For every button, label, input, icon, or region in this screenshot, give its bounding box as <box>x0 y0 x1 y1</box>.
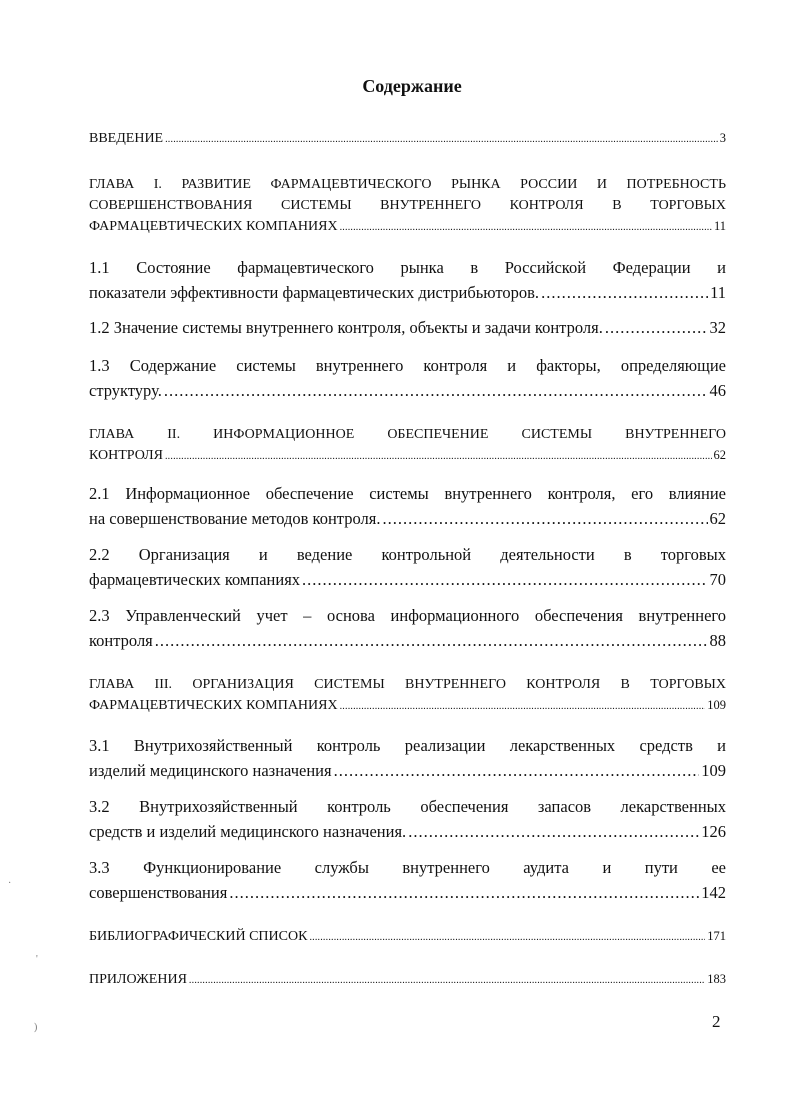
toc-entry-title: совершенствования <box>89 883 228 902</box>
toc-line: 1.3 Содержание системы внутреннего контроля и факторы, определяющие <box>89 356 726 375</box>
toc-page-number: 183 <box>707 972 726 986</box>
toc-entry-title: 1.2 Значение системы внутреннего контроля, объекты и задачи контроля. <box>89 318 603 337</box>
toc-line <box>89 315 726 340</box>
toc-entry-title: ВВЕДЕНИЕ <box>89 131 164 146</box>
toc-line <box>89 628 726 653</box>
toc-line: 2.3 Управленческий учет – основа информационного обеспечения внутреннего <box>89 606 726 625</box>
toc-entry-title: показатели эффективности фармацевтических дистрибьюторов. <box>89 283 540 302</box>
toc-line <box>89 926 726 948</box>
dot-leader <box>164 378 708 403</box>
toc-page-number: 32 <box>709 318 726 337</box>
toc-entry-title: БИБЛИОГРАФИЧЕСКИЙ СПИСОК <box>89 929 308 944</box>
toc-page-number: 109 <box>707 698 726 712</box>
toc-page-number: 62 <box>713 448 726 462</box>
dot-leader <box>541 280 708 305</box>
toc-entry-section-3-3[interactable] <box>89 855 726 905</box>
dot-leader <box>408 819 699 844</box>
toc-page-number: 11 <box>710 283 726 302</box>
dot-leader <box>605 315 708 340</box>
toc-entry-title: изделий медицинского назначения <box>89 761 332 780</box>
toc-line: 3.1 Внутрихозяйственный контроль реализации лекарственных средств и <box>89 736 726 755</box>
toc-page-number: 46 <box>709 381 726 400</box>
toc-entry-bibliography[interactable] <box>89 926 726 948</box>
toc-line: ГЛАВА II. ИНФОРМАЦИОННОЕ ОБЕСПЕЧЕНИЕ СИСТЕМЫ ВНУТРЕННЕГО <box>89 427 726 442</box>
dot-leader <box>165 128 718 150</box>
toc-line <box>89 280 726 305</box>
toc-entry-title: средств и изделий медицинского назначения. <box>89 822 407 841</box>
toc-line: СОВЕРШЕНСТВОВАНИЯ СИСТЕМЫ ВНУТРЕННЕГО КОНТРОЛЯ В ТОРГОВЫХ <box>89 198 726 213</box>
toc-line <box>89 567 726 592</box>
toc-line <box>89 506 726 531</box>
toc-line <box>89 445 726 467</box>
toc-line <box>89 819 726 844</box>
dot-leader <box>382 506 707 531</box>
toc-page-number: 11 <box>713 219 726 233</box>
toc-entry-section-2-2[interactable] <box>89 542 726 592</box>
toc-entry-appendices[interactable] <box>89 969 726 991</box>
dot-leader <box>334 758 700 783</box>
toc-page-number: 70 <box>709 570 726 589</box>
toc-entry-chapter-2[interactable] <box>89 424 726 467</box>
toc-line <box>89 758 726 783</box>
toc-line <box>89 216 726 238</box>
toc-page-number: 142 <box>701 883 726 902</box>
toc-page-number: 109 <box>701 761 726 780</box>
dot-leader <box>165 445 712 467</box>
scan-artifact: ' <box>36 954 38 965</box>
dot-leader <box>340 216 712 238</box>
toc-entry-title: ФАРМАЦЕВТИЧЕСКИХ КОМПАНИЯХ <box>89 219 338 234</box>
toc-entry-title: контроля <box>89 631 153 650</box>
toc-entry-title: фармацевтических компаниях <box>89 570 301 589</box>
toc-line: 2.1 Информационное обеспечение системы внутреннего контроля, его влияние <box>89 484 726 503</box>
toc-entry-section-3-1[interactable] <box>89 733 726 783</box>
toc-entry-title: структуру. <box>89 381 162 400</box>
toc-entry-chapter-3[interactable] <box>89 674 726 717</box>
toc-entry-title: ФАРМАЦЕВТИЧЕСКИХ КОМПАНИЯХ <box>89 698 338 713</box>
toc-entry-section-3-2[interactable] <box>89 794 726 844</box>
toc-line <box>89 880 726 905</box>
toc-entry-section-2-1[interactable] <box>89 481 726 531</box>
toc-page-number: 62 <box>709 509 726 528</box>
page-title: Содержание <box>362 76 462 96</box>
toc-entry-section-1-2[interactable] <box>89 315 726 340</box>
toc-entry-section-1-1[interactable] <box>89 255 726 305</box>
toc-line: 1.1 Состояние фармацевтического рынка в Российской Федерации и <box>89 258 726 277</box>
dot-leader <box>229 880 699 905</box>
toc-line <box>89 378 726 403</box>
toc-line: ГЛАВА I. РАЗВИТИЕ ФАРМАЦЕВТИЧЕСКОГО РЫНКА РОССИИ И ПОТРЕБНОСТЬ <box>89 177 726 192</box>
toc-line <box>89 969 726 991</box>
dot-leader <box>340 695 706 717</box>
toc-entry-title: КОНТРОЛЯ <box>89 448 163 463</box>
toc-line: 2.2 Организация и ведение контрольной деятельности в торговых <box>89 545 726 564</box>
scan-artifact: ) <box>34 1022 38 1033</box>
toc-entry-chapter-1[interactable] <box>89 174 726 238</box>
dot-leader <box>155 628 708 653</box>
toc-entry-section-2-3[interactable] <box>89 603 726 653</box>
toc-line: 3.3 Функционирование службы внутреннего аудита и пути ее <box>89 858 726 877</box>
dot-leader <box>189 969 705 991</box>
toc-page-number: 126 <box>701 822 726 841</box>
toc-line <box>89 695 726 717</box>
toc-entry-title: на совершенствование методов контроля. <box>89 509 381 528</box>
toc-line: ГЛАВА III. ОРГАНИЗАЦИЯ СИСТЕМЫ ВНУТРЕННЕГО КОНТРОЛЯ В ТОРГОВЫХ <box>89 677 726 692</box>
dot-leader <box>302 567 707 592</box>
scan-artifact: · <box>8 878 12 889</box>
dot-leader <box>309 926 705 948</box>
toc-page-number: 88 <box>709 631 726 650</box>
toc-entry-title: ПРИЛОЖЕНИЯ <box>89 972 187 987</box>
toc-page-number: 3 <box>719 131 726 145</box>
toc-page-number: 171 <box>707 929 726 943</box>
toc-entry-introduction[interactable] <box>89 128 726 150</box>
page-number: 2 <box>712 1012 721 1031</box>
toc-line: 3.2 Внутрихозяйственный контроль обеспечения запасов лекарственных <box>89 797 726 816</box>
toc-entry-section-1-3[interactable] <box>89 353 726 403</box>
toc-line <box>89 128 726 150</box>
